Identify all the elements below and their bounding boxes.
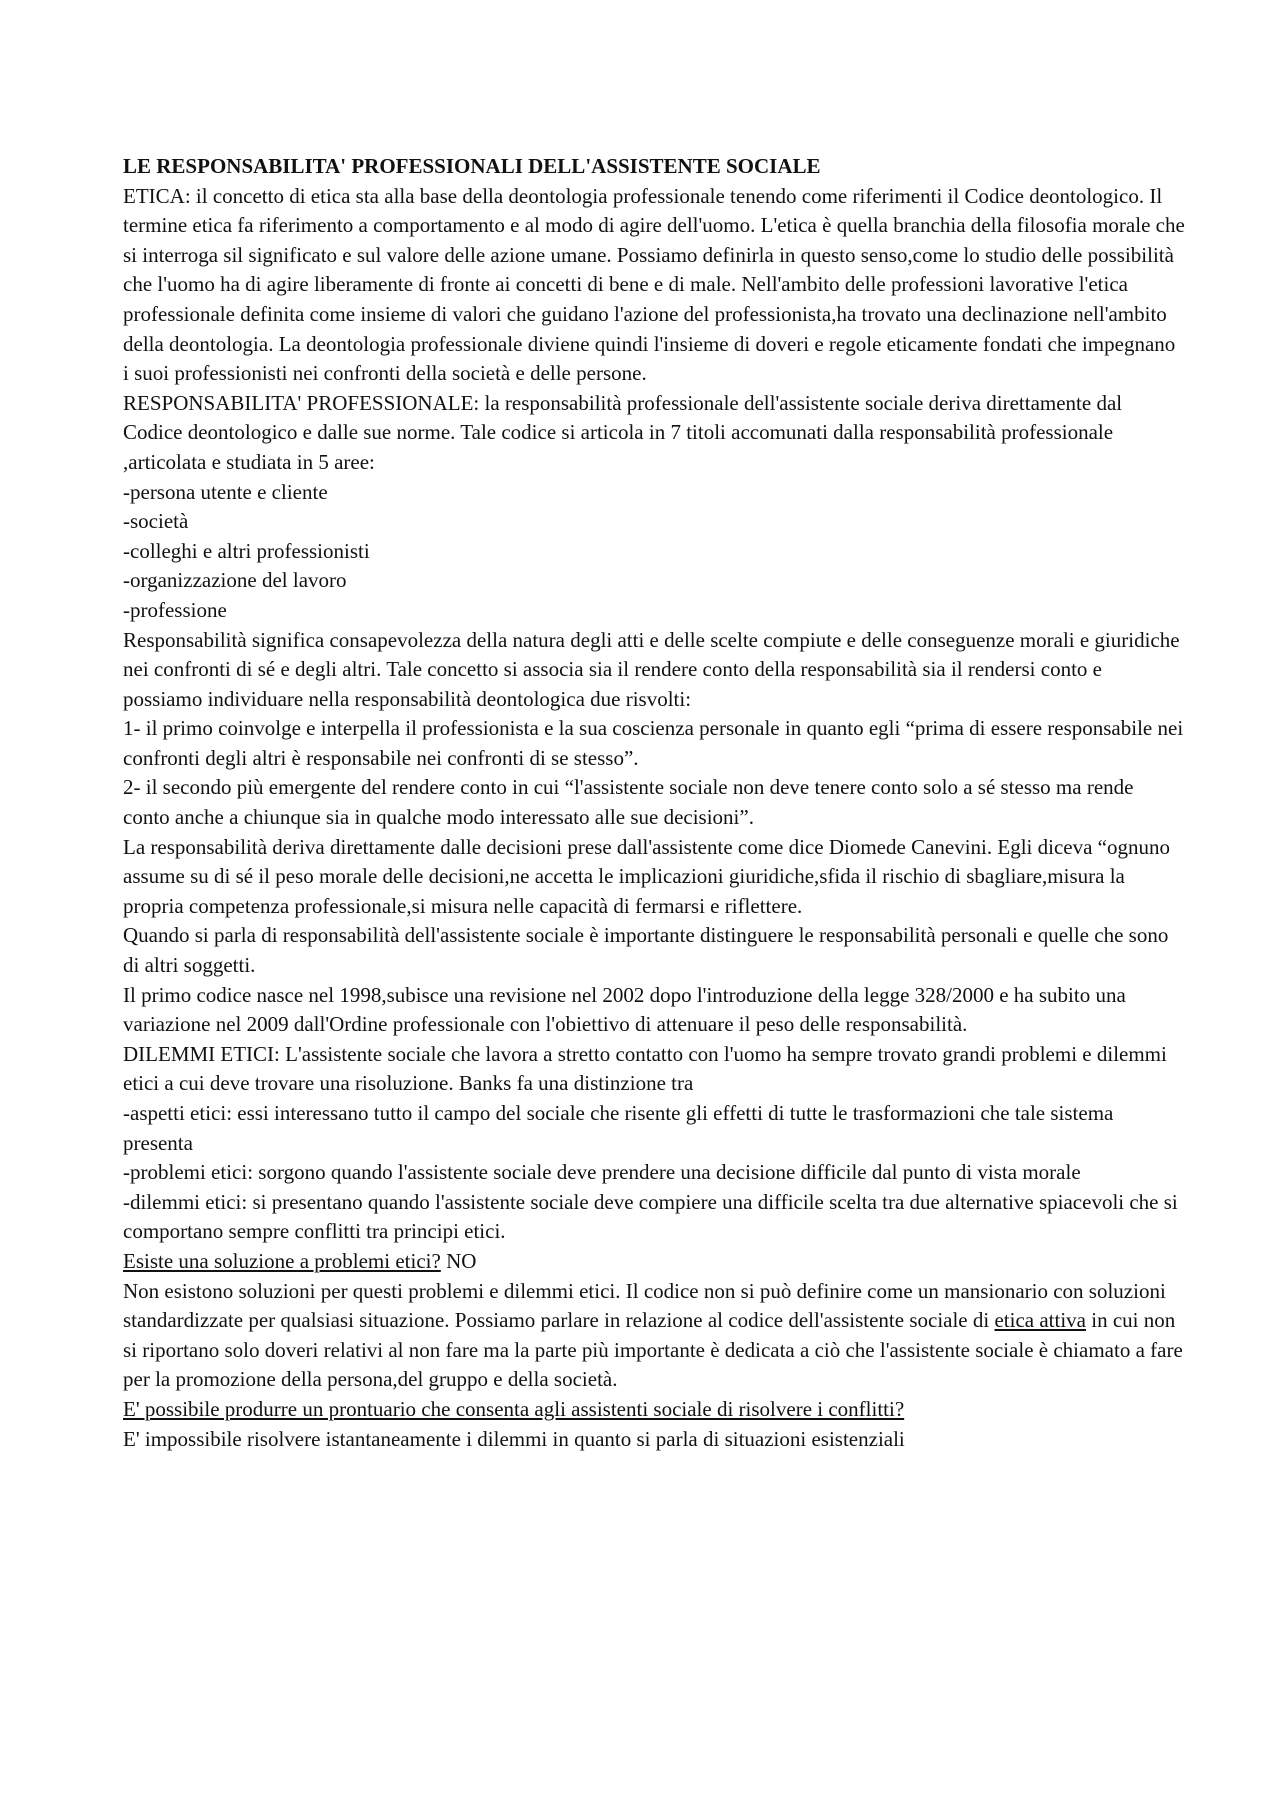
paragraph-distinguere: Quando si parla di responsabilità dell'assistente sociale è importante distinguere le responsabilità personali e quelle che sono di altri soggetti. xyxy=(123,923,1169,978)
list-item-area: -professione xyxy=(123,597,227,622)
list-item-distinzione: -problemi etici: sorgono quando l'assistente sociale deve prendere una decisione difficile dal punto di vista morale xyxy=(123,1160,1081,1185)
paragraph-responsabilita: RESPONSABILITA' PROFESSIONALE: la responsabilità professionale dell'assistente sociale deriva direttamente dal Codice deontologico e dalle sue norme. Tale codice si articola in 7 titoli accomunati dalla responsabilità professionale ,articolata e studiata in 5 aree: xyxy=(123,390,1123,474)
question-underlined: Esiste una soluzione a problemi etici? xyxy=(123,1248,441,1273)
paragraph-soluzioni xyxy=(123,1277,1185,1395)
list-item-area: -persona utente e cliente xyxy=(123,479,328,504)
list-item-distinzione: -aspetti etici: essi interessano tutto il campo del sociale che risente gli effetti di tutte le trasformazioni che tale sistema presenta xyxy=(123,1101,1114,1155)
list-item-distinzione: -dilemmi etici: si presentano quando l'assistente sociale deve compiere una difficile scelta tra due alternative spiacevoli che si comportano sempre conflitti tra principi etici. xyxy=(123,1189,1178,1244)
document-page xyxy=(123,152,1185,1454)
paragraph-significato: Responsabilità significa consapevolezza della natura degli atti e delle scelte compiute e delle conseguenze morali e giuridiche nei confronti di sé e degli altri. Tale concetto si associa sia il rendere conto della responsabilità sia il rendersi conto e possiamo individuare nella responsabilità deontologica due risvolti: xyxy=(123,627,1180,711)
paragraph-risvolto-2: 2- il secondo più emergente del rendere conto in cui “l'assistente sociale non deve tenere conto solo a sé stesso ma rende conto anche a chiunque sia in qualche modo interessato alle sue decisioni”. xyxy=(123,775,1134,830)
answer-no: NO xyxy=(440,1248,477,1273)
list-item-area: -società xyxy=(123,509,189,534)
list-item-area: -organizzazione del lavoro xyxy=(123,568,347,593)
paragraph-canevini: La responsabilità deriva direttamente dalle decisioni prese dall'assistente come dice Diomede Canevini. Egli diceva “ognuno assume su di sé il peso morale delle decisioni,ne accetta le implicazioni giuridiche,sfida il rischio di sbagliare,misura la propria competenza professionale,si misura nelle capacità di fermarsi e riflettere. xyxy=(123,834,1171,918)
etica-attiva-underlined: etica attiva xyxy=(994,1308,1086,1333)
question-underlined: E' possibile produrre un prontuario che consenta agli assistenti sociale di risolvere i conflitti? xyxy=(123,1396,905,1421)
document-title: LE RESPONSABILITA' PROFESSIONALI DELL'ASSISTENTE SOCIALE xyxy=(123,154,821,178)
paragraph-risvolto-1: 1- il primo coinvolge e interpella il professionista e la sua coscienza personale in quanto egli “prima di essere responsabile nei confronti degli altri è responsabile nei confronti di se stesso”. xyxy=(123,716,1184,770)
paragraph-dilemmi: DILEMMI ETICI: L'assistente sociale che lavora a stretto contatto con l'uomo ha sempre trovato grandi problemi e dilemmi etici a cui deve trovare una risoluzione. Banks fa una distinzione tra xyxy=(123,1041,1167,1096)
paragraph-codice: Il primo codice nasce nel 1998,subisce una revisione nel 2002 dopo l'introduzione della legge 328/2000 e ha subito una variazione nel 2009 dall'Ordine professionale con l'obiettivo di attenuare il peso delle responsabilità. xyxy=(123,982,1126,1037)
paragraph-risposta-2: E' impossibile risolvere istantaneamente i dilemmi in quanto si parla di situazioni esistenziali xyxy=(123,1426,905,1451)
paragraph-etica: ETICA: il concetto di etica sta alla base della deontologia professionale tenendo come riferimenti il Codice deontologico. Il termine etica fa riferimento a comportamento e al modo di agire dell'uomo. L'etica è quella branchia della filosofia morale che si interroga sil significato e sul valore delle azione umane. Possiamo definirla in questo senso,come lo studio delle possibilità che l'uomo ha di agire liberamente di fronte ai concetti di bene e di male. Nell'ambito delle professioni lavorative l'etica professionale definita come insieme di valori che guidano l'azione del professionista,ha trovato una declinazione nell'ambito della deontologia. La deontologia professionale diviene quindi l'insieme di doveri e regole eticamente fondati che impegnano i suoi professionisti nei confronti della società e delle persone. xyxy=(123,183,1185,386)
list-item-area: -colleghi e altri professionisti xyxy=(123,538,370,563)
soluzioni-text-a: Non esistono soluzioni per questi problemi e dilemmi etici. Il codice non si può definire come un mansionario con soluzioni standardizzate per qualsiasi situazione. Possiamo parlare in relazione al codice dell'assistente sociale di xyxy=(123,1278,1166,1333)
paragraph-domanda-1 xyxy=(123,1247,1185,1277)
paragraph-domanda-2 xyxy=(123,1395,1185,1425)
soluzioni-text-b: in cui non si riportano solo doveri relativi al non fare ma la parte più importante è dedicata a ciò che l'assistente sociale è chiamato a fare per la promozione della persona,del gruppo e della società. xyxy=(123,1308,1183,1392)
